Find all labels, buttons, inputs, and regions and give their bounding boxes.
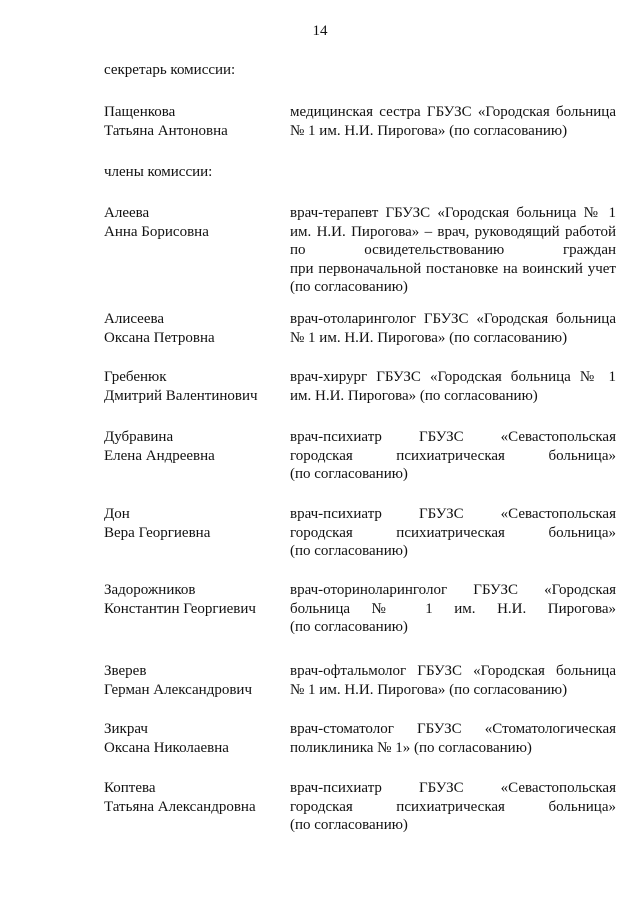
position-line: № 1 им. Н.И. Пирогова» (по согласованию) <box>290 329 568 346</box>
given-names: Вера Георгиевна <box>104 524 211 541</box>
member-position <box>290 310 616 347</box>
given-names: Анна Борисовна <box>104 223 209 240</box>
position-line: (по согласованию) <box>290 466 408 482</box>
page-number: 14 <box>312 23 328 39</box>
position-line: врач-оториноларинголог ГБУЗС «Городская <box>290 582 616 598</box>
surname: Гребенюк <box>104 369 167 385</box>
position-line: им. Н.И. Пирогова» (по согласованию) <box>290 387 538 404</box>
member-position <box>290 720 616 757</box>
member-position <box>290 368 616 405</box>
position-line: медицинская сестра ГБУЗС «Городская больница <box>290 104 616 120</box>
position-line: (по согласованию) <box>290 279 408 295</box>
member-name <box>104 368 284 405</box>
given-names: Татьяна Антоновна <box>104 122 228 139</box>
given-names: Оксана Петровна <box>104 329 215 346</box>
position-line: врач-терапевт ГБУЗС «Городская больница № 1 <box>290 205 616 221</box>
surname: Алисеева <box>104 311 165 327</box>
member-name <box>104 103 284 140</box>
member-position <box>290 779 616 835</box>
member-name <box>104 310 284 347</box>
member-position <box>290 428 616 484</box>
position-line: поликлиника № 1» (по согласованию) <box>290 739 532 756</box>
member-name <box>104 428 284 465</box>
position-line: № 1 им. Н.И. Пирогова» (по согласованию) <box>290 122 568 139</box>
surname: Алеева <box>104 205 150 221</box>
position-line: (по согласованию) <box>290 543 408 559</box>
position-line: врач-хирург ГБУЗС «Городская больница № 1 <box>290 369 616 385</box>
position-line: городская психиатрическая больница» <box>290 798 616 815</box>
member-position <box>290 581 616 637</box>
position-line: больница № 1 им. Н.И. Пирогова» <box>290 600 616 617</box>
member-position <box>290 505 616 561</box>
member-name <box>104 204 284 241</box>
member-name <box>104 581 284 618</box>
given-names: Оксана Николаевна <box>104 739 229 756</box>
members-heading: члены комиссии: <box>104 164 213 180</box>
member-position <box>290 662 616 699</box>
position-line: по освидетельствованию граждан <box>290 242 616 258</box>
given-names: Константин Георгиевич <box>104 600 256 617</box>
position-line: врач-психиатр ГБУЗС «Севастопольская <box>290 780 616 796</box>
position-line: городская психиатрическая больница» <box>290 524 616 541</box>
position-line: врач-офтальмолог ГБУЗС «Городская больница <box>290 663 616 679</box>
given-names: Дмитрий Валентинович <box>104 387 258 404</box>
member-name <box>104 720 284 757</box>
secretary-heading: секретарь комиссии: <box>104 62 236 78</box>
surname: Задорожников <box>104 582 196 598</box>
position-line: № 1 им. Н.И. Пирогова» (по согласованию) <box>290 681 568 698</box>
position-line: врач-отоларинголог ГБУЗС «Городская больница <box>290 311 616 327</box>
surname: Зикрач <box>104 721 148 737</box>
given-names: Татьяна Александровна <box>104 798 256 815</box>
position-line: (по согласованию) <box>290 619 408 635</box>
position-line: городская психиатрическая больница» <box>290 447 616 464</box>
surname: Дон <box>104 506 130 522</box>
given-names: Герман Александрович <box>104 681 252 698</box>
surname: Зверев <box>104 663 147 679</box>
position-line: им. Н.И. Пирогова» – врач, руководящий работой <box>290 223 616 240</box>
member-position <box>290 103 616 140</box>
position-line: при первоначальной постановке на воинский учет <box>290 260 616 277</box>
surname: Пащенкова <box>104 104 176 120</box>
position-line: врач-психиатр ГБУЗС «Севастопольская <box>290 506 616 522</box>
given-names: Елена Андреевна <box>104 447 215 464</box>
position-line: (по согласованию) <box>290 817 408 833</box>
surname: Дубравина <box>104 429 174 445</box>
member-name <box>104 779 284 816</box>
member-name <box>104 662 284 699</box>
position-line: врач-стоматолог ГБУЗС «Стоматологическая <box>290 721 616 737</box>
surname: Коптева <box>104 780 156 796</box>
position-line: врач-психиатр ГБУЗС «Севастопольская <box>290 429 616 445</box>
member-name <box>104 505 284 542</box>
member-position <box>290 204 616 297</box>
